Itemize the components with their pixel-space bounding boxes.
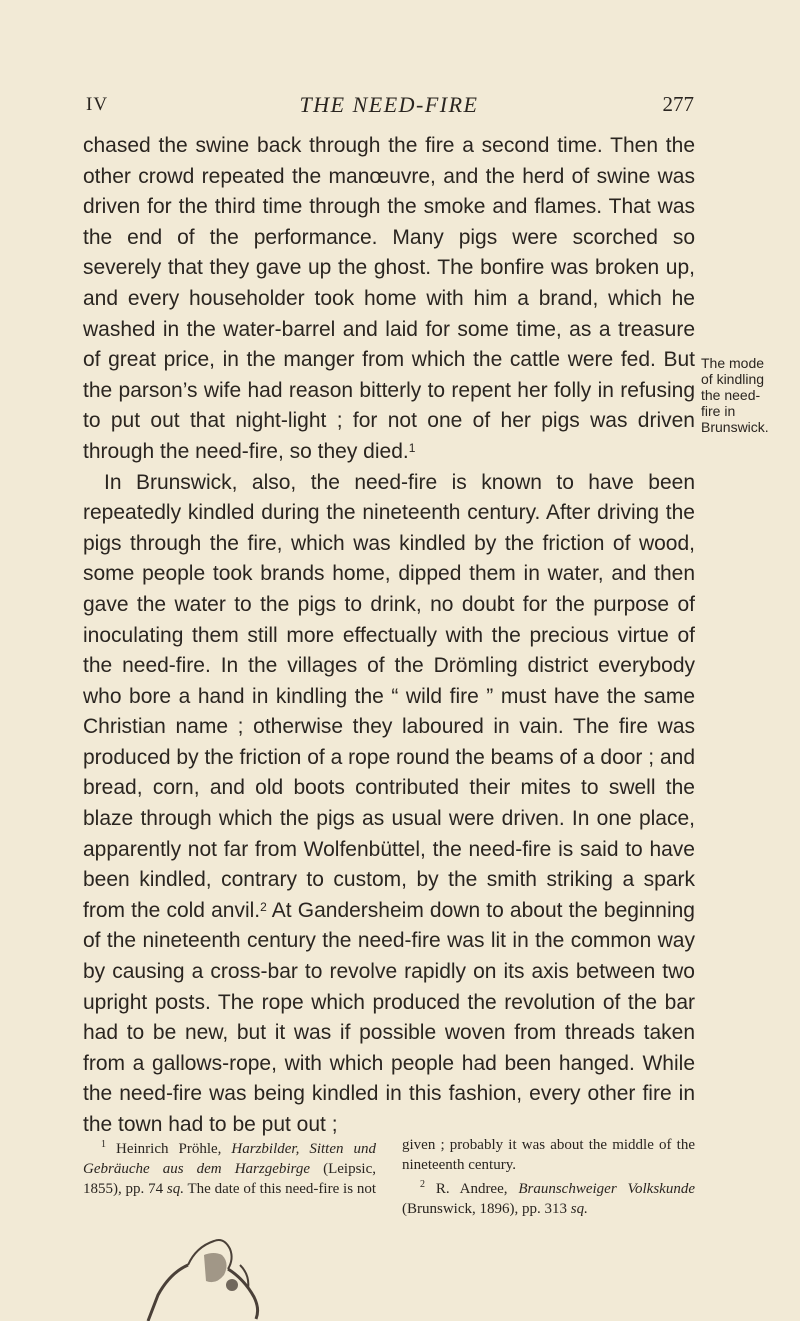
footnote-2-author: R. Andree, bbox=[425, 1181, 519, 1197]
footnote-1-tail: The date of this need-fire is not given ; probably it was about the middle of the nineteenth century. bbox=[183, 1137, 695, 1197]
footnote-ref-1[interactable]: 1 bbox=[408, 440, 416, 455]
footnote-ref-2[interactable]: 2 bbox=[260, 899, 267, 914]
paragraph-2-text-a: In Brunswick, also, the need-fire is known to have been repeatedly kindled during the nineteenth century. After driving the pigs through the fire, which was kindled by the friction of wood, some people took brands home, dipped them in water, and then gave the water to the pigs to drink, no doubt for the purpose of inoculating them still more effectually with the precious virtue of the need-fire. In the villages of the Drömling district everybody who bore a hand in kindling the “ wild fire ” must have the same Christian name ; otherwise they laboured in vain. The fire was produced by the friction of a rope round the beams of a door ; and bread, corn, and old boots contributed their mites to swell the blaze through which the pigs as usual were driven. In one place, apparently not far from Wolfenbüttel, the need-fire is said to have been kindled, contrary to custom, by the smith striking a spark from the cold anvil. bbox=[83, 470, 695, 922]
footnotes bbox=[83, 1135, 695, 1219]
margin-note-line: Brunswick. bbox=[701, 419, 769, 435]
footnote-2-number: 2 bbox=[420, 1179, 425, 1190]
library-stamp-ornament bbox=[144, 1225, 284, 1321]
footnote-2 bbox=[402, 1175, 695, 1219]
footnote-2-sq: sq. bbox=[570, 1201, 588, 1217]
page-number: 277 bbox=[662, 92, 694, 116]
margin-note-line: The mode bbox=[701, 355, 765, 371]
paragraph-2-text-b: At Gandersheim down to about the beginning of the nineteenth century the need-fire was lit in the common way by causing a cross-bar to revolve rapidly on its axis between two upright posts. The rope which produced the revolution of the bar had to be new, but it was if possible woven from threads taken from a gallows-rope, with which people had been hanged. While the need-fire was being kindled in this fashion, every other fire in the town had to be put out ; bbox=[83, 898, 695, 1136]
chapter-number: IV bbox=[86, 94, 109, 115]
main-text bbox=[83, 131, 695, 1141]
running-header bbox=[84, 88, 694, 124]
running-title: THE NEED-FIRE bbox=[299, 92, 479, 117]
footnote-1-sq: sq. bbox=[166, 1181, 184, 1197]
margin-note bbox=[701, 355, 783, 435]
footnote-2-title: Braunschweiger Volkskunde bbox=[518, 1181, 695, 1197]
footnote-1-rest: (Leipsic, 1855), pp. 74 bbox=[83, 1161, 376, 1197]
margin-note-line: fire in bbox=[701, 403, 736, 419]
paragraph-2 bbox=[83, 468, 695, 1141]
paragraph-1-text: chased the swine back through the fire a second time. Then the other crowd repeated the manœuvre, and the herd of swine was driven for the third time through the smoke and flames. That was the end of the performance. Many pigs were scorched so severely that they gave up the ghost. The bonfire was broken up, and every householder took home with him a brand, which he washed in the water-barrel and laid for some time, as a treasure of great price, in the manger from which the cattle were fed. But the parson’s wife had reason bitterly to repent her folly in refusing to put out that night-light ; for not one of her pigs was driven through the need-fire, so they died. bbox=[83, 134, 695, 463]
footnote-1-title: Harzbilder, Sitten und Gebräuche aus dem Harzgebirge bbox=[83, 1141, 376, 1177]
paragraph-1 bbox=[83, 131, 695, 468]
margin-note-line: of kindling bbox=[701, 371, 765, 387]
footnote-2-rest: (Brunswick, 1896), pp. 313 bbox=[402, 1201, 571, 1217]
footnote-1-number: 1 bbox=[101, 1139, 106, 1150]
footnote-1-author: Heinrich Pröhle, bbox=[106, 1141, 232, 1157]
margin-note-line: the need- bbox=[701, 387, 761, 403]
